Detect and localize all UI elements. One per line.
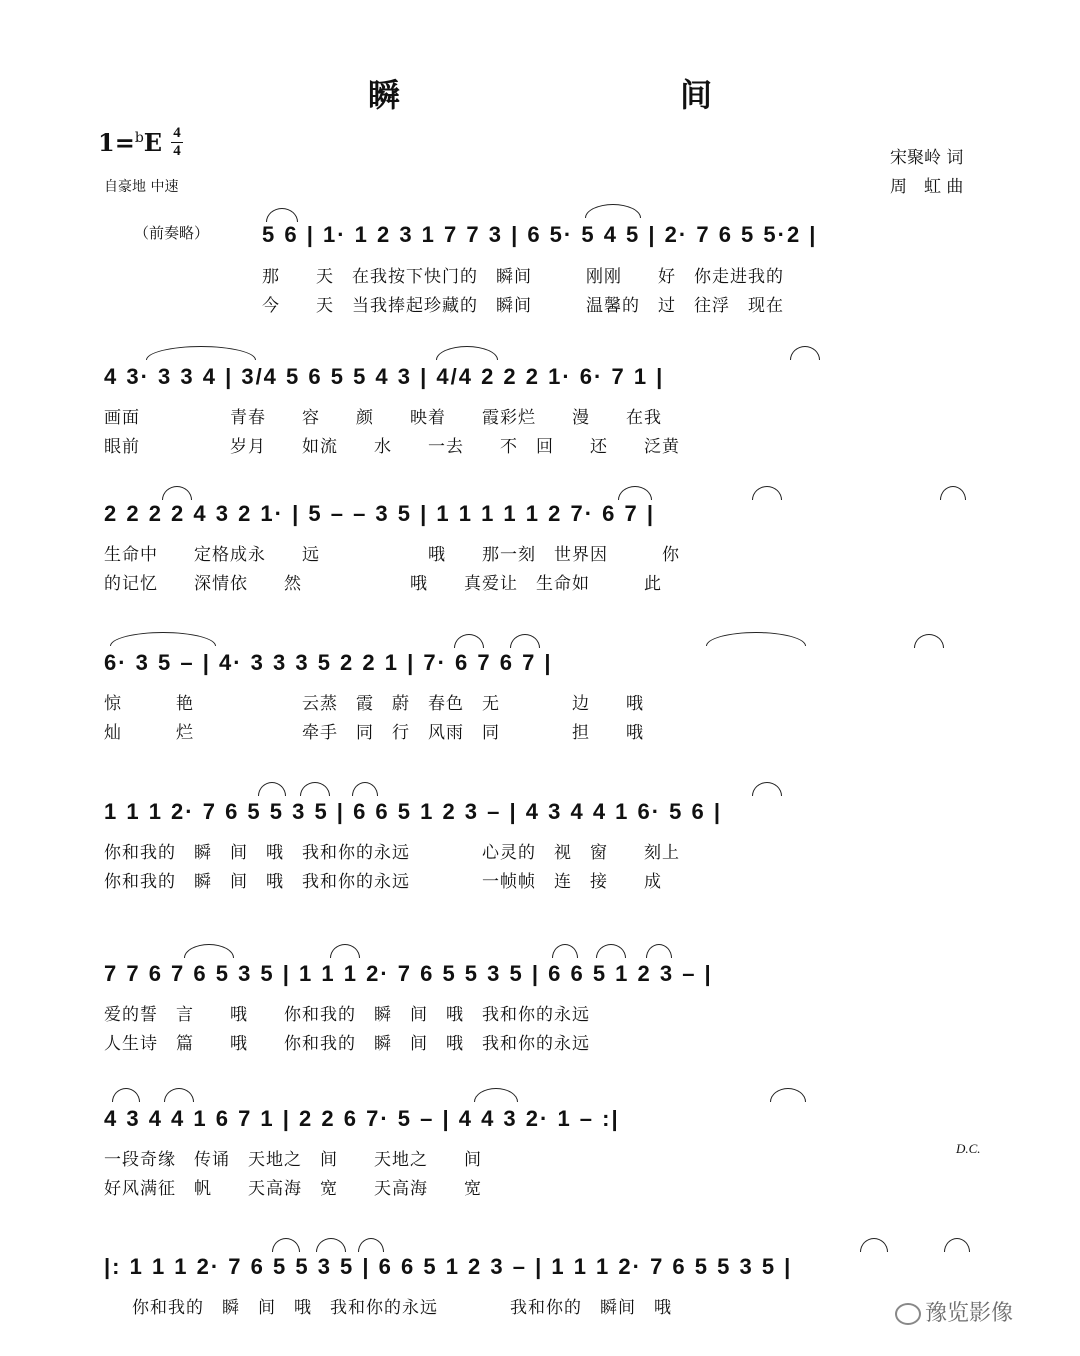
slur: [860, 1238, 888, 1252]
slur: [914, 634, 944, 648]
row-5-notes: 1 1 1 2· 7 6 5 5 3 5 | 6 6 5 1 2 3 – | 4 3 4 4 1 6· 5 6 |: [104, 799, 723, 824]
slur: [474, 1088, 518, 1102]
lyrics-row-4-verse-2: 灿 烂 牵手 同 行 风雨 同 担 哦: [104, 723, 644, 743]
slur: [752, 486, 782, 500]
lyrics-row-7-verse-2: 好风满征 帆 天高海 宽 天高海 宽: [104, 1179, 482, 1199]
slur: [552, 944, 578, 958]
lyrics-row-7-verse-1: 一段奇缘 传诵 天地之 间 天地之 间: [104, 1150, 482, 1170]
row-2-notes: 4 3· 3 3 4 | 3/4 5 6 5 5 4 3 | 4/4 2 2 2 1· 6· 7 1 |: [104, 364, 665, 389]
slur: [258, 782, 286, 796]
row-8-notes: |: 1 1 1 2· 7 6 5 5 3 5 | 6 6 5 1 2 3 – | 1 1 1 2· 7 6 5 5 3 5 |: [104, 1254, 793, 1279]
song-title: 瞬 间: [367, 76, 784, 114]
lyrics-row-6-verse-1: 爱的誓 言 哦 你和我的 瞬 间 哦 我和你的永远: [104, 1005, 590, 1025]
row-3-notes: 2 2 2 2 4 3 2 1· | 5 – – 3 5 | 1 1 1 1 1 2 7· 6 7 |: [104, 501, 655, 526]
slur: [184, 944, 234, 958]
slur: [770, 1088, 806, 1102]
slur: [358, 1238, 384, 1252]
lyrics-row-2-verse-1: 画面 青春 容 颜 映着 霞彩烂 漫 在我: [104, 408, 662, 428]
notation-row-8: [104, 1254, 792, 1280]
dc-marking: D.C.: [956, 1141, 981, 1156]
lyricist-credit: 宋聚岭 词: [890, 148, 964, 168]
slur: [706, 632, 806, 646]
notation-row-1: [262, 222, 817, 248]
watermark: [895, 1296, 1013, 1327]
lyrics-row-1-verse-2: 今 天 当我捧起珍藏的 瞬间 温馨的 过 往浮 现在: [262, 296, 784, 316]
slur: [112, 1088, 140, 1102]
slur: [646, 944, 672, 958]
lyrics-row-2-verse-2: 眼前 岁月 如流 水 一去 不 回 还 泛黄: [104, 437, 680, 457]
row-1-notes: 5 6 | 1· 1 2 3 1 7 7 3 | 6 5· 5 4 5 | 2· 7 6 5 5·2 |: [262, 222, 818, 247]
credits: [890, 144, 963, 202]
flat-sign: b: [134, 130, 144, 146]
row-4-notes: 6· 3 5 – | 4· 3 3 3 5 2 2 1 | 7· 6 7 6 7 |: [104, 650, 553, 675]
lyrics-row-1-verse-1: 那 天 在我按下快门的 瞬间 刚刚 好 你走进我的: [262, 267, 784, 287]
intro-note: （前奏略）: [134, 224, 210, 242]
key-note: E: [143, 128, 163, 157]
lyrics-row-5-verse-2: 你和我的 瞬 间 哦 我和你的永远 一帧帧 连 接 成: [104, 872, 662, 892]
watermark-icon: [895, 1303, 921, 1325]
slur: [164, 1088, 194, 1102]
time-top: 4: [173, 125, 181, 141]
time-signature: [171, 126, 183, 159]
slur: [944, 1238, 970, 1252]
slur: [790, 346, 820, 360]
lyrics-row-5-verse-1: 你和我的 瞬 间 哦 我和你的永远 心灵的 视 窗 刻上: [104, 843, 680, 863]
composer-credit: 周 虹 曲: [890, 177, 964, 197]
slur: [330, 944, 360, 958]
slur: [316, 1238, 346, 1252]
notation-row-7: [104, 1106, 620, 1132]
row-7-notes: 4 3 4 4 1 6 7 1 | 2 2 6 7· 5 – | 4 4 3 2· 1 – :|: [104, 1106, 620, 1131]
watermark-text: 豫览影像: [925, 1301, 1014, 1326]
slur: [752, 782, 782, 796]
slur: [454, 634, 484, 648]
slur: [436, 346, 498, 360]
time-bottom: 4: [173, 143, 181, 159]
row-6-notes: 7 7 6 7 6 5 3 5 | 1 1 1 2· 7 6 5 5 3 5 | 6 6 5 1 2 3 – |: [104, 961, 713, 986]
notation-row-5: [104, 799, 722, 825]
notation-row-2: [104, 364, 664, 390]
notation-row-6: [104, 961, 713, 987]
slur: [146, 346, 256, 360]
slur: [266, 208, 298, 222]
key-prefix: 1=: [98, 128, 135, 157]
slur: [585, 204, 641, 218]
lyrics-row-8-verse-1: 你和我的 瞬 间 哦 我和你的永远 我和你的 瞬间 哦: [132, 1298, 672, 1318]
key-signature: [98, 128, 162, 157]
slur: [940, 486, 966, 500]
lyrics-row-3-verse-1: 生命中 定格成永 远 哦 那一刻 世界因 你: [104, 545, 680, 565]
tempo-marking: 自豪地 中速: [104, 179, 179, 195]
slur: [352, 782, 378, 796]
slur: [162, 486, 192, 500]
slur: [618, 486, 652, 500]
slur: [272, 1238, 300, 1252]
lyrics-row-3-verse-2: 的记忆 深情依 然 哦 真爱让 生命如 此: [104, 574, 662, 594]
lyrics-row-6-verse-2: 人生诗 篇 哦 你和我的 瞬 间 哦 我和你的永远: [104, 1034, 590, 1054]
slur: [300, 782, 330, 796]
slur: [110, 632, 216, 646]
notation-row-4: [104, 650, 553, 676]
lyrics-row-4-verse-1: 惊 艳 云蒸 霞 蔚 春色 无 边 哦: [104, 694, 644, 714]
slur: [596, 944, 626, 958]
slur: [510, 634, 540, 648]
notation-row-3: [104, 501, 655, 527]
